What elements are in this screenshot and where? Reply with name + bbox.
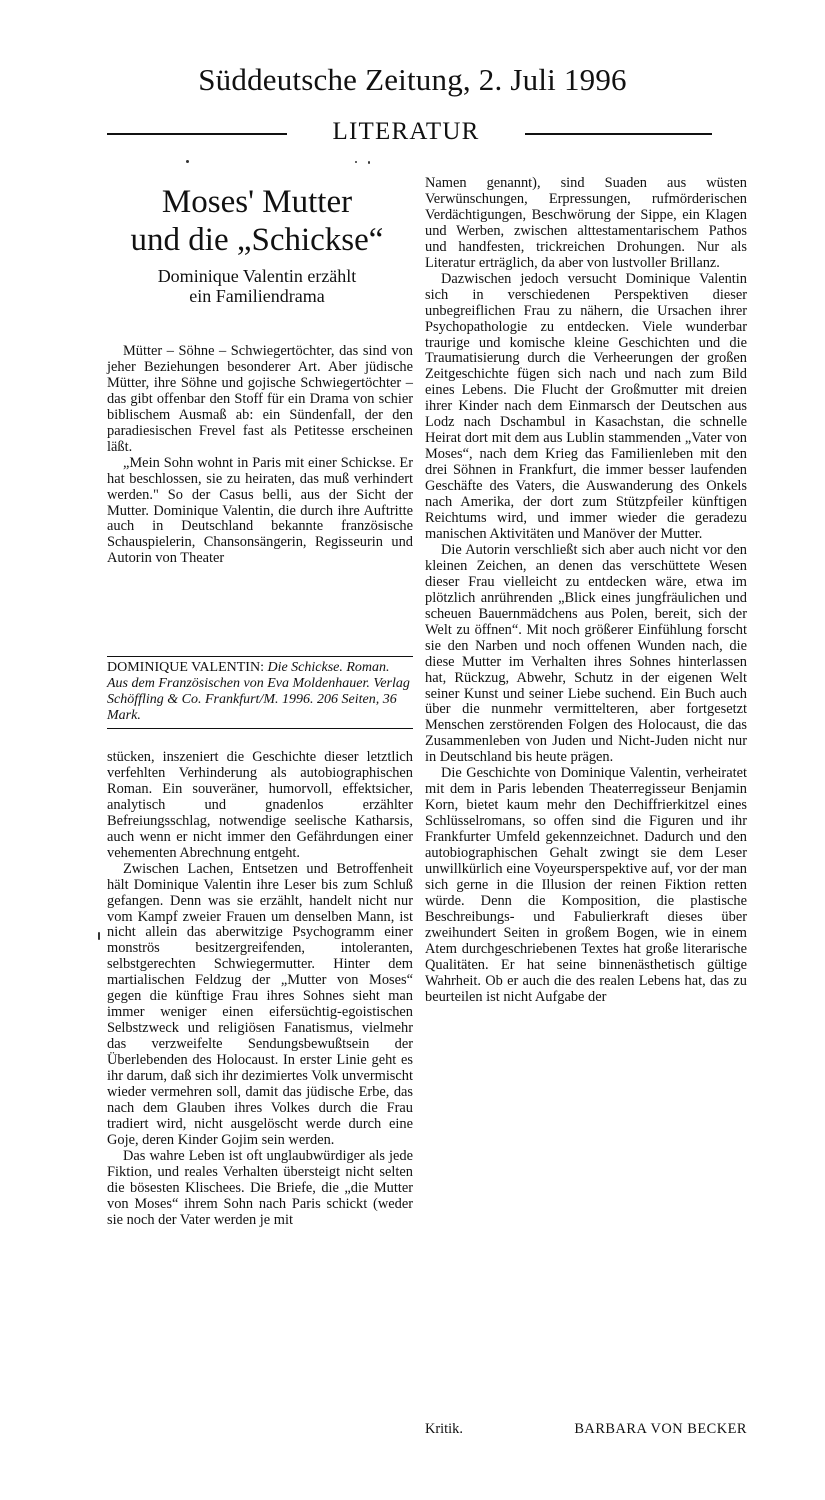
byline: BARBARA VON BECKER	[574, 1421, 747, 1437]
headline-line-1: Moses' Mutter	[161, 184, 353, 220]
paragraph: Die Geschichte von Dominique Valentin, verheiratet mit dem in Paris lebenden Theaterregisseur Benjamin Korn, bietet kaum mehr den Dechiffrierkitzel eines Schlüsselromans, so offen sind die Figuren und ihr Frankfurter Umfeld gekennzeichnet. Dadurch und den autobiographischen Gehalt zwingt sie dem Leser unwillkürlich eine Voyeursperspektive auf, vor der man sich gerne in die Illusion der reinen Fiktion retten würde. Denn die Komposition, die plastische Beschreibungs- und Fabulierkraft dieses über zweihundert Seiten in großem Bogen, wie in einem Atem durchgeschriebenen Textes hat große literarische Qualitäten. Er hat seine binnenästhetisch gültige Wahrheit. Ob er auch die des realen Lebens hat, das zu beurteilen ist nicht Aufgabe der	[425, 765, 747, 1005]
section-rule-left	[107, 133, 287, 135]
headline-line-2: und die „Schickse“	[130, 222, 384, 258]
bib-details: Die Schickse. Roman. Aus dem Französischen von Eva Moldenhauer. Verlag Schöffling & Co. Frankfurt/M. 1996. 206 Seiten, 36 Mark.	[107, 660, 410, 723]
subhead-line-1: Dominique Valentin erzählt	[157, 266, 357, 286]
section-label: LITERATUR	[332, 118, 480, 145]
publication-header: Süddeutsche Zeitung, 2. Juli 1996	[198, 62, 627, 97]
paragraph: Dazwischen jedoch versucht Dominique Valentin sich in verschiedenen Perspektiven dieser unbegreiflichen Frau zu nähern, die Ursachen ihrer Psychopathologie zu entdecken. Viele wunderbar traurige und komische kleine Geschichten und die Traumatisierung durch die Verheerungen der großen Zeitgeschichte fügen sich nach und nach zum Bild eines Lebens. Die Flucht der Großmutter mit dreien ihrer Kinder nach dem Einmarsch der Deutschen aus Lodz nach Dschambul in Kasachstan, die schnelle Heirat dort mit dem aus Lublin stammenden „Vater von Moses“, nach dem Krieg das Familienleben mit den drei Söhnen in Frankfurt, die immer besser laufenden Geschäfte des Vaters, die Auswanderung des Onkels nach Amerika, der dort zum Stützpfeiler künftigen Reichtums wird, und immer wieder die geradezu manischen Aktivitäten und Manöver der Mutter.	[425, 270, 747, 542]
scan-speck	[186, 160, 189, 163]
article-signoff	[425, 1421, 747, 1437]
paragraph: Die Autorin verschließt sich aber auch nicht vor den kleinen Zeichen, an denen das verschüttete Wesen dieser Frau vielleicht zu entdecken wäre, etwa im plötzlich anrührenden „Blick eines jungfräulichen und scheuen Bauernmädchens aus Polen, bereit, sich der Welt zu öffnen“. Mit noch größerer Einfühlung forscht sie den Narben und noch offenen Wunden nach, die diese Mutter im Verhalten ihres Sohnes hinterlassen hat, Rückzug, Abwehr, Schutz in der eigenen Welt seiner Kunst und seiner Liebe suchend. Ein Buch auch über die nunmehr vermittelteren, aber fortgesetzt Menschen zerstörenden Folgen des Holocaust, die das Zusammenleben von Juden und Nicht-Juden nicht nur in Deutschland bis heute prägen.	[425, 541, 747, 766]
section-rule-right	[525, 133, 712, 135]
paragraph: stücken, inszeniert die Geschichte dieser letztlich verfehlten Verhinderung als autobiographischen Roman. Ein souveräner, humorvoll, effektsicher, analytisch und gnadenlos erzählter Befreiungsschlag, notwendige seelische Katharsis, auch wenn er nicht immer den Gefährdungen einer vehementen Abrechnung entgeht.	[107, 749, 413, 861]
scan-speck	[355, 161, 357, 163]
section-heading	[107, 118, 712, 150]
book-bibliography	[107, 656, 413, 729]
last-word: Kritik.	[425, 1421, 463, 1437]
article-subheadline	[95, 266, 419, 306]
subhead-line-2: ein Familiendrama	[189, 286, 325, 306]
paragraph: Mütter – Söhne – Schwiegertöchter, das sind von jeher Beziehungen besonderer Art. Aber jüdische Mütter, ihre Söhne und gojische Schwiegertöchter – das gibt offenbar den Stoff für ein Drama von schier biblischem Ausmaß ab: ein Sündenfall, der den paradiesischen Frevel fast als Petitesse erscheinen läßt.	[107, 343, 413, 455]
paragraph: Zwischen Lachen, Entsetzen und Betroffenheit hält Dominique Valentin ihre Leser bis zum Schluß gefangen. Denn was sie erzählt, handelt nicht nur vom Kampf zweier Frauen um denselben Mann, ist nicht allein das aberwitzige Psychogramm einer monströs besitzergreifenden, intoleranten, selbstgerechten Schwiegermutter. Hinter dem martialischen Feldzug der „Mutter von Moses“ gegen die künftige Frau ihres Sohnes sieht man immer weniger einen eifersüchtig-egoistischen Selbstzweck und religiösen Fanatismus, vielmehr das verzweifelte Sendungsbewußtsein der Überlebenden des Holocaust. In erster Linie geht es ihr darum, daß sich ihr dezimiertes Volk unvermischt wieder vermehren soll, damit das jüdische Erbe, das nach dem Glauben ihres Volkes durch die Frau tradiert wird, nicht ausgelöscht werde durch eine Goje, deren Kinder Gojim sein werden.	[107, 860, 413, 1148]
right-column	[425, 176, 747, 1006]
paragraph: Das wahre Leben ist oft unglaubwürdiger als jede Fiktion, und reales Verhalten übersteigt nicht selten die bösesten Klischees. Die Briefe, die „die Mutter von Moses“ ihrem Sohn nach Paris schickt (weder sie noch der Vater werden je mit	[107, 1147, 413, 1228]
paragraph: Namen genannt), sind Suaden aus wüsten Verwünschungen, Erpressungen, rufmörderischen Verdächtigungen, Beschwörung der Sippe, ein Klagen und Werben, zwischen alttestamentarischem Pathos und handfesten, trickreichen Drohungen. Nur als Literatur erträglich, da aber von lustvoller Brillanz.	[425, 175, 747, 271]
bib-author: DOMINIQUE VALENTIN:	[107, 660, 264, 675]
paragraph: „Mein Sohn wohnt in Paris mit einer Schickse. Er hat beschlossen, sie zu heiraten, das muß verhindert werden." So der Casus belli, aus der Sicht der Mutter. Dominique Valentin, die durch ihre Auftritte auch in Deutschland bekannte französische Schauspielerin, Chansonsängerin, Regisseurin und Autorin von Theater	[107, 454, 413, 567]
left-column-bottom	[107, 750, 413, 1229]
scan-speck	[98, 932, 100, 940]
left-column-top	[107, 344, 413, 567]
scan-speck	[368, 161, 370, 164]
article-headline	[95, 183, 419, 259]
